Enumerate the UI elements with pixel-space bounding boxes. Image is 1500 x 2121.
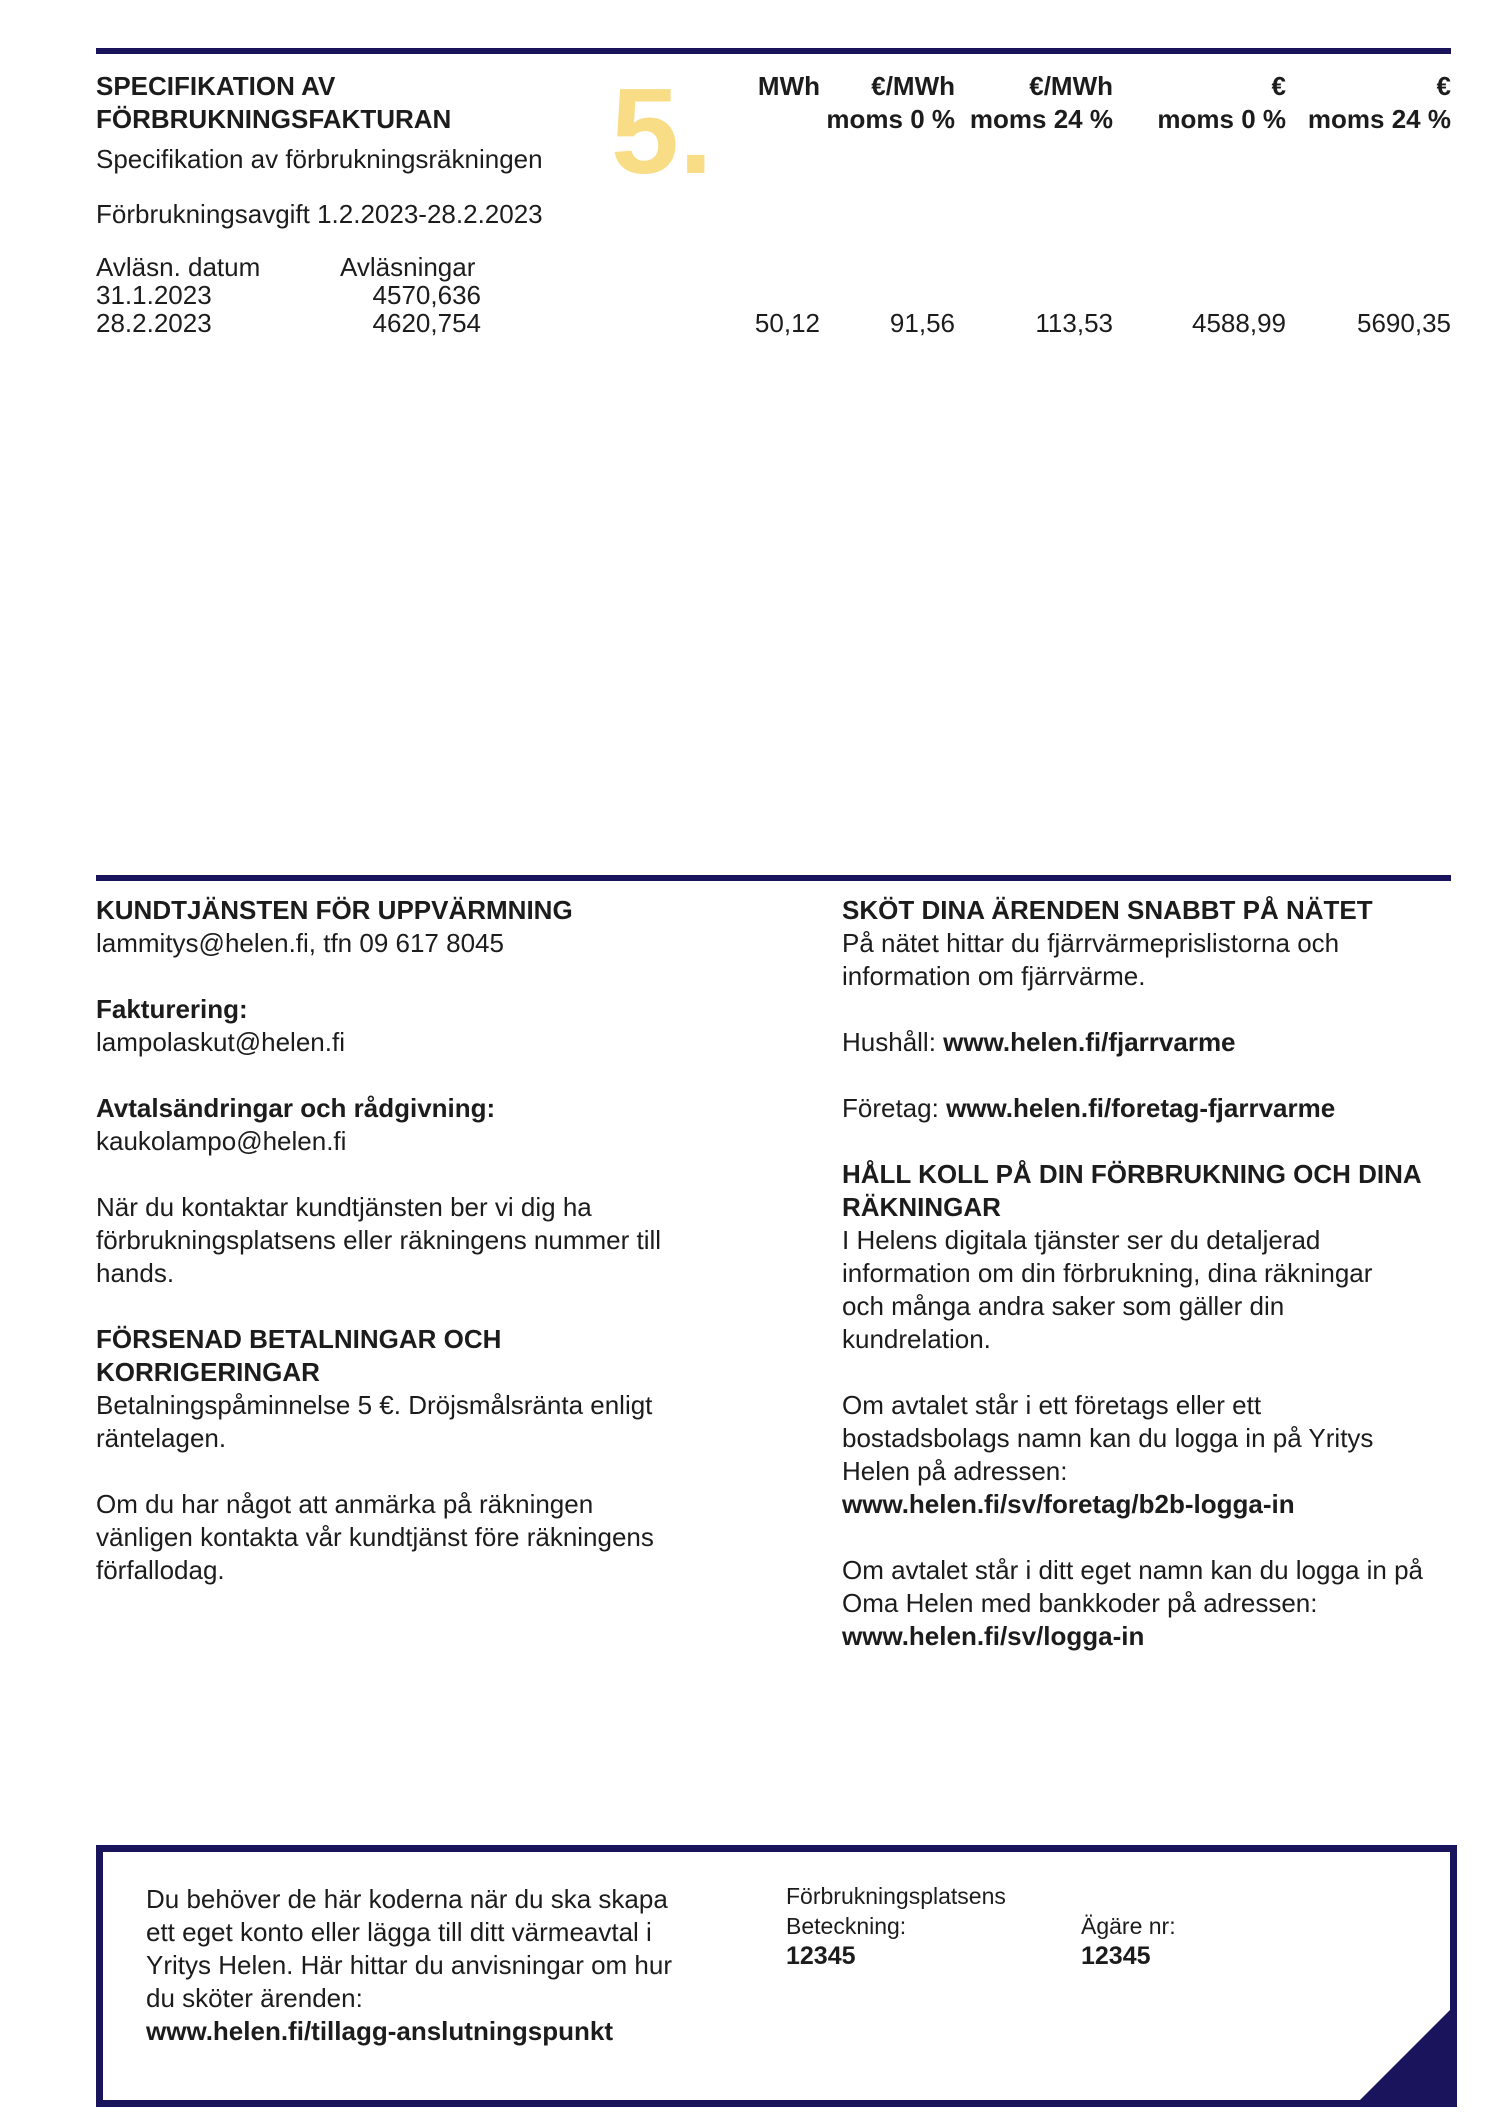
value-eur-mwh-0: 91,56: [889, 308, 955, 338]
account-codes-box: [96, 1845, 1457, 2107]
box-text: [146, 1883, 706, 2048]
reading-value-2: 4620,754: [372, 308, 481, 338]
billing-email: lampolaskut@helen.fi: [96, 1027, 345, 1057]
box-link[interactable]: www.helen.fi/tillagg-anslutningspunkt: [146, 2016, 614, 2046]
online-services-column: [842, 894, 1500, 1653]
late-text-line: räntelagen.: [96, 1423, 227, 1453]
top-divider: [96, 48, 1451, 54]
company-label: Företag:: [842, 1093, 947, 1123]
box-text-line: Du behöver de här koderna när du ska skapa: [146, 1884, 668, 1914]
service-heading: KUNDTJÄNSTEN FÖR UPPVÄRMNING: [96, 895, 573, 925]
online-text-line: information om fjärrvärme.: [842, 961, 1146, 991]
box-text-line: du sköter ärenden:: [146, 1983, 363, 2013]
remark-text-line: vänligen kontakta vår kundtjänst före räkningens: [96, 1522, 654, 1552]
company-login-text-line: Helen på adressen:: [842, 1456, 1068, 1486]
spec-subtitle: Specifikation av förbrukningsräkningen: [96, 144, 543, 174]
owner-label: Ägäre nr:: [1081, 1913, 1176, 1939]
contact-note-line: hands.: [96, 1258, 175, 1288]
contact-note-line: förbrukningsplatsens eller räkningens nummer till: [96, 1225, 662, 1255]
section-number: 5.: [611, 63, 713, 199]
own-login-text-line: Om avtalet står i ditt eget namn kan du logga in på: [842, 1555, 1424, 1585]
contact-note-line: När du kontaktar kundtjänsten ber vi dig ha: [96, 1192, 592, 1222]
contract-heading: Avtalsändringar och rådgivning:: [96, 1093, 496, 1123]
company-link[interactable]: www.helen.fi/foretag-fjarrvarme: [946, 1093, 1336, 1123]
household-label: Hushåll:: [842, 1027, 944, 1057]
household-link[interactable]: www.helen.fi/fjarrvarme: [943, 1027, 1236, 1057]
track-heading-line: RÄKNINGAR: [842, 1192, 1001, 1222]
header-eur-0-bottom: moms 0 %: [1157, 104, 1286, 134]
late-heading-line: KORRIGERINGAR: [96, 1357, 320, 1387]
billing-period: Förbrukningsavgift 1.2.2023-28.2.2023: [96, 199, 543, 229]
company-login-link[interactable]: www.helen.fi/sv/foretag/b2b-logga-in: [842, 1489, 1295, 1519]
reading-date-1: 31.1.2023: [96, 280, 212, 310]
header-eur-mwh-24-bottom: moms 24 %: [969, 104, 1113, 134]
spec-title-line1: SPECIFIKATION AV: [96, 71, 336, 101]
header-eur-24-bottom: moms 24 %: [1307, 104, 1451, 134]
header-eur-mwh-0-top: €/MWh: [871, 71, 955, 101]
billing-heading: Fakturering:: [96, 994, 248, 1024]
company-row: [842, 1092, 1500, 1125]
late-heading-line: FÖRSENAD BETALNINGAR OCH: [96, 1324, 502, 1354]
header-eur-mwh-24-top: €/MWh: [1029, 71, 1113, 101]
owner-value: 12345: [1081, 1942, 1151, 1970]
header-mwh: MWh: [757, 71, 820, 101]
corner-decoration: [1360, 2010, 1450, 2100]
header-eur-mwh-0-bottom: moms 0 %: [826, 104, 955, 134]
reading-date-2: 28.2.2023: [96, 308, 212, 338]
reading-date-header: Avläsn. datum: [96, 252, 261, 282]
value-eur-24: 5690,35: [1357, 308, 1451, 338]
middle-divider: [96, 875, 1451, 881]
contract-email: kaukolampo@helen.fi: [96, 1126, 347, 1156]
box-text-line: ett eget konto eller lägga till ditt värmeavtal i: [146, 1917, 652, 1947]
place-label-2: Beteckning:: [786, 1913, 907, 1939]
customer-service-column: [96, 894, 816, 1587]
own-login-text-line: Oma Helen med bankkoder på adressen:: [842, 1588, 1318, 1618]
reading-value-1: 4570,636: [372, 280, 481, 310]
company-login-text-line: bostadsbolags namn kan du logga in på Yritys: [842, 1423, 1374, 1453]
place-label-1: Förbrukningsplatsens: [786, 1883, 1006, 1909]
online-heading: SKÖT DINA ÄRENDEN SNABBT PÅ NÄTET: [842, 895, 1373, 925]
own-login-link[interactable]: www.helen.fi/sv/logga-in: [842, 1621, 1145, 1651]
track-text-line: information om din förbrukning, dina räkningar: [842, 1258, 1373, 1288]
place-value: 12345: [786, 1942, 856, 1970]
track-text-line: och många andra saker som gäller din: [842, 1291, 1285, 1321]
track-text-line: I Helens digitala tjänster ser du detaljerad: [842, 1225, 1321, 1255]
company-login-text-line: Om avtalet står i ett företags eller ett: [842, 1390, 1262, 1420]
late-text-line: Betalningspåminnelse 5 €. Dröjsmålsränta enligt: [96, 1390, 653, 1420]
household-row: [842, 1026, 1500, 1059]
header-eur-24-top: €: [1436, 71, 1451, 101]
place-code: [786, 1881, 1006, 1971]
reading-header: Avläsningar: [340, 252, 476, 282]
service-contact: lammitys@helen.fi, tfn 09 617 8045: [96, 928, 504, 958]
online-text-line: På nätet hittar du fjärrvärmeprislistorna och: [842, 928, 1340, 958]
owner-code: [1081, 1911, 1176, 1971]
value-eur-0: 4588,99: [1192, 308, 1286, 338]
remark-text-line: Om du har något att anmärka på räkningen: [96, 1489, 594, 1519]
value-eur-mwh-24: 113,53: [1035, 308, 1113, 338]
track-heading-line: HÅLL KOLL PÅ DIN FÖRBRUKNING OCH DINA: [842, 1159, 1422, 1189]
track-text-line: kundrelation.: [842, 1324, 991, 1354]
remark-text-line: förfallodag.: [96, 1555, 225, 1585]
header-eur-0-top: €: [1271, 71, 1286, 101]
spec-title-line2: FÖRBRUKNINGSFAKTURAN: [96, 104, 452, 134]
box-text-line: Yritys Helen. Här hittar du anvisningar om hur: [146, 1950, 673, 1980]
value-mwh: 50,12: [754, 308, 820, 338]
